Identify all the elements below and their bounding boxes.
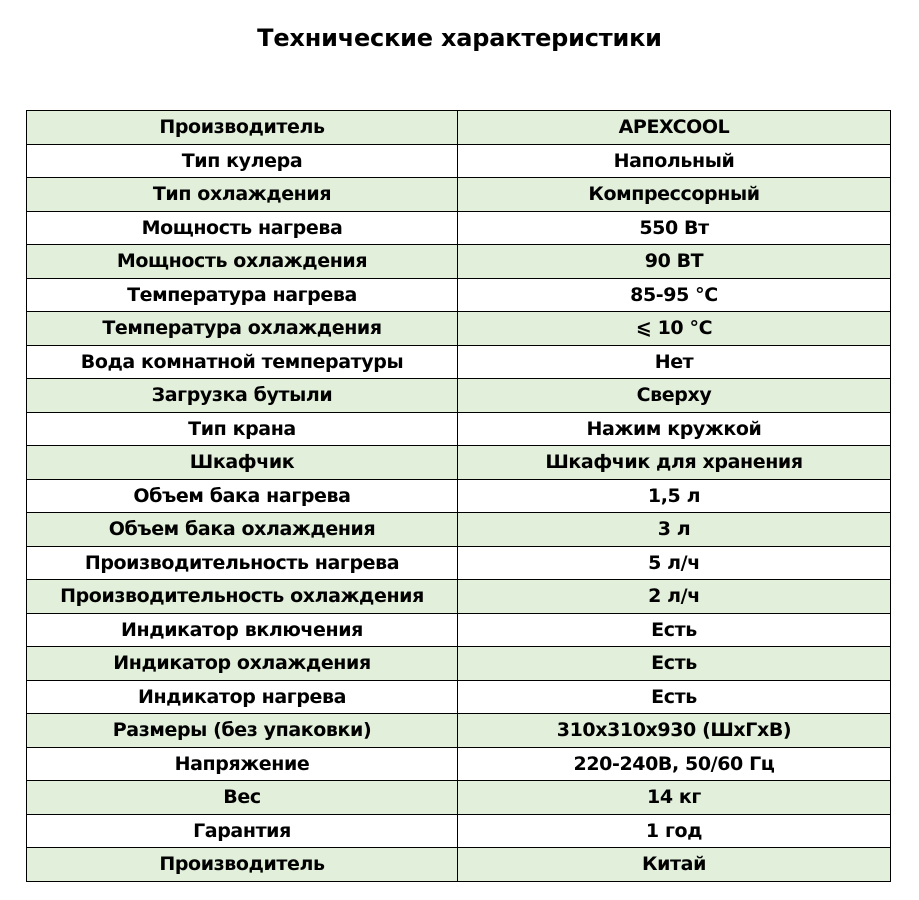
spec-value: 90 ВТ bbox=[458, 245, 891, 279]
spec-value: Есть bbox=[458, 680, 891, 714]
spec-label: Тип крана bbox=[27, 412, 458, 446]
table-row bbox=[27, 144, 891, 178]
spec-label: Индикатор охлаждения bbox=[27, 647, 458, 681]
table-row bbox=[27, 412, 891, 446]
spec-value: 5 л/ч bbox=[458, 546, 891, 580]
spec-value: 1 год bbox=[458, 814, 891, 848]
spec-value: 220-240В, 50/60 Гц bbox=[458, 747, 891, 781]
spec-label: Загрузка бутыли bbox=[27, 379, 458, 413]
spec-value: 85-95 °C bbox=[458, 278, 891, 312]
spec-label: Вода комнатной температуры bbox=[27, 345, 458, 379]
page-title: Технические характеристики bbox=[257, 24, 662, 52]
table-row bbox=[27, 379, 891, 413]
spec-label: Производительность охлаждения bbox=[27, 580, 458, 614]
spec-label: Производитель bbox=[27, 111, 458, 145]
spec-value: 550 Вт bbox=[458, 211, 891, 245]
table-row bbox=[27, 479, 891, 513]
specs-table bbox=[26, 110, 891, 882]
spec-label: Гарантия bbox=[27, 814, 458, 848]
spec-value: 3 л bbox=[458, 513, 891, 547]
spec-label: Шкафчик bbox=[27, 446, 458, 480]
table-row bbox=[27, 747, 891, 781]
spec-value: ⩽ 10 °C bbox=[458, 312, 891, 346]
spec-label: Мощность охлаждения bbox=[27, 245, 458, 279]
table-row bbox=[27, 814, 891, 848]
spec-label: Объем бака охлаждения bbox=[27, 513, 458, 547]
spec-value: Есть bbox=[458, 613, 891, 647]
spec-label: Вес bbox=[27, 781, 458, 815]
spec-label: Температура нагрева bbox=[27, 278, 458, 312]
table-row bbox=[27, 680, 891, 714]
spec-label: Производительность нагрева bbox=[27, 546, 458, 580]
table-row bbox=[27, 613, 891, 647]
spec-value: Компрессорный bbox=[458, 178, 891, 212]
spec-label: Мощность нагрева bbox=[27, 211, 458, 245]
table-row bbox=[27, 714, 891, 748]
table-row bbox=[27, 345, 891, 379]
spec-label: Напряжение bbox=[27, 747, 458, 781]
table-row bbox=[27, 111, 891, 145]
spec-value: 2 л/ч bbox=[458, 580, 891, 614]
spec-value: Китай bbox=[458, 848, 891, 882]
spec-label: Индикатор включения bbox=[27, 613, 458, 647]
spec-value: Напольный bbox=[458, 144, 891, 178]
spec-value: 14 кг bbox=[458, 781, 891, 815]
table-row bbox=[27, 245, 891, 279]
table-row bbox=[27, 781, 891, 815]
table-row bbox=[27, 446, 891, 480]
table-row bbox=[27, 647, 891, 681]
spec-label: Размеры (без упаковки) bbox=[27, 714, 458, 748]
table-row bbox=[27, 848, 891, 882]
spec-value: 310x310x930 (ШxГxВ) bbox=[458, 714, 891, 748]
spec-value: Нет bbox=[458, 345, 891, 379]
spec-value: 1,5 л bbox=[458, 479, 891, 513]
spec-value: Сверху bbox=[458, 379, 891, 413]
table-row bbox=[27, 513, 891, 547]
table-row bbox=[27, 178, 891, 212]
table-row bbox=[27, 211, 891, 245]
spec-label: Тип охлаждения bbox=[27, 178, 458, 212]
table-row bbox=[27, 580, 891, 614]
spec-label: Объем бака нагрева bbox=[27, 479, 458, 513]
spec-label: Индикатор нагрева bbox=[27, 680, 458, 714]
spec-value: Есть bbox=[458, 647, 891, 681]
table-row bbox=[27, 546, 891, 580]
spec-label: Тип кулера bbox=[27, 144, 458, 178]
spec-label: Производитель bbox=[27, 848, 458, 882]
spec-value: Шкафчик для хранения bbox=[458, 446, 891, 480]
spec-value: APEXCOOL bbox=[458, 111, 891, 145]
spec-label: Температура охлаждения bbox=[27, 312, 458, 346]
table-row bbox=[27, 312, 891, 346]
table-row bbox=[27, 278, 891, 312]
spec-value: Нажим кружкой bbox=[458, 412, 891, 446]
